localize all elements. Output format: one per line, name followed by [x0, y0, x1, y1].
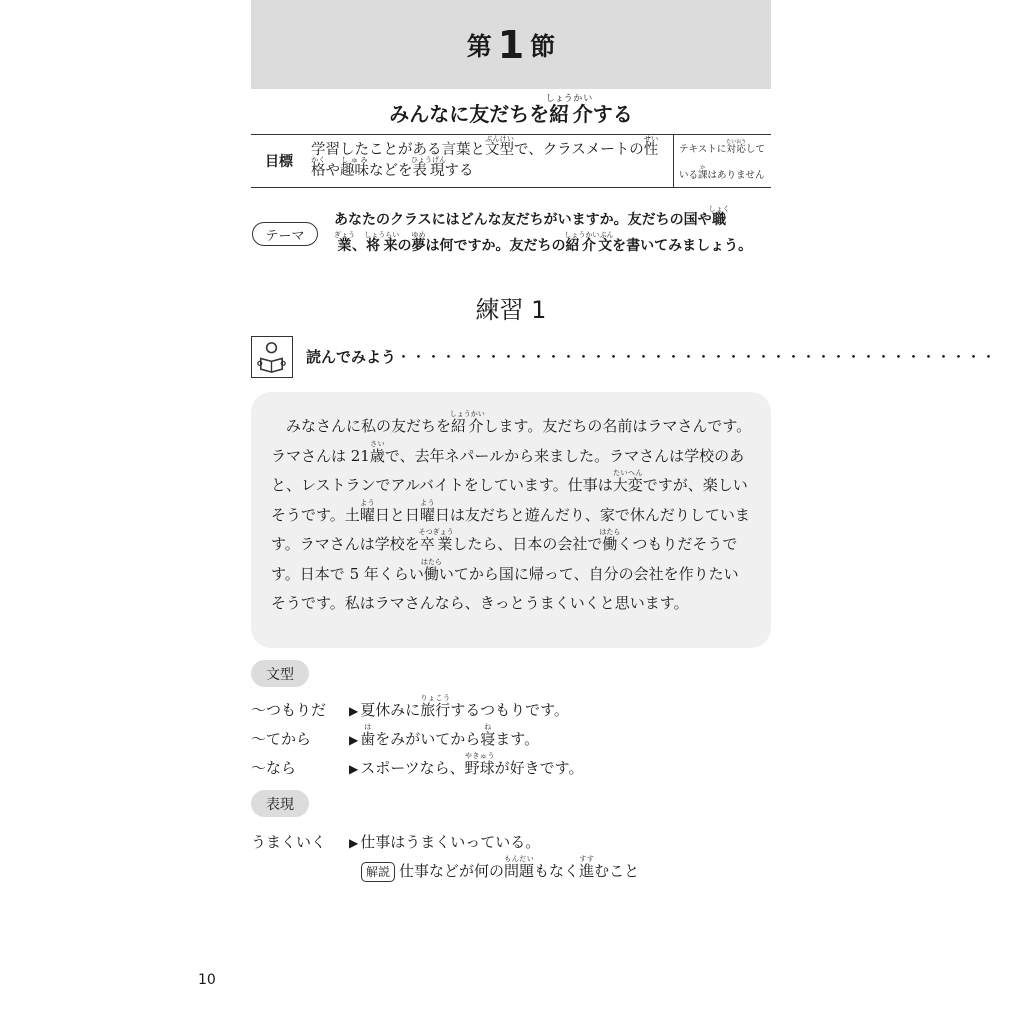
- theme-text: あなたのクラスにはどんな友だちがいますか。友だちの国や職しょく 業ぎょう、将来しょうらいの夢ゆめは何ですか。友だちの紹介文しょうかいぶんを書いてみましょう。: [334, 205, 753, 254]
- title-text-end: する: [592, 102, 633, 126]
- reading-person-icon: [251, 336, 293, 378]
- goal-side-note: テキストに対応たいおうして いる課かはありません: [679, 139, 765, 181]
- chapter-suffix: 節: [530, 31, 556, 61]
- title-ruby-2: 介かい: [572, 94, 593, 126]
- expression-note: 解説 仕事などが何の問題もんだいもなく進すすむこと: [361, 854, 771, 882]
- goal-label: 目標: [265, 154, 293, 170]
- goal-text: 学習したことがある言葉と文型ぶんけいで、クラスメートの性せい 格かくや趣味しゅみなどを表現ひょうげんする: [307, 135, 674, 187]
- pattern-row-tekara: 〜てから ▶ 歯はをみがいてから寝ねます。: [251, 723, 540, 748]
- page-number: 10: [198, 972, 216, 988]
- section-title: [251, 94, 771, 132]
- pattern-row-nara: 〜なら ▶ スポーツなら、野球やきゅうが好きです。: [251, 752, 584, 777]
- reading-passage: みなさんに私の友だちを紹介しょうかいします。友だちの名前はラマさんです。ラマさんは 21歳さいで、去年ネパールから来ました。ラマさんは学校のあと、レストランでアルバイトをしています。仕事は大変たいへんですが、楽しいそうです。土曜よう日と日曜よう日は友だちと遊んだり、家で休んだりしています。ラマさんは学校を卒業そつぎょうしたら、日本の会社で働はたらくつもりだそうです。日本で 5 年くらい働はたらいてから国に帰って、自分の会社を作りたいそうです。私はラマさんなら、きっとうまくいくと思います。: [251, 392, 771, 648]
- theme-badge: テーマ: [252, 222, 318, 246]
- reading-label: 読んでみよう・・・・・・・・・・・・・・・・・・・・・・・・・・・・・・・・・・・・・・・・: [306, 348, 997, 366]
- practice-title: 練習 1: [475, 296, 547, 324]
- title-text: みんなに友だちを: [389, 102, 550, 126]
- bunkei-badge: 文型: [251, 660, 309, 687]
- note-badge: 解説: [361, 862, 395, 882]
- chapter-prefix: 第: [466, 31, 492, 61]
- expression-row: うまくいく ▶ 仕事はうまくいっている。: [251, 833, 541, 851]
- title-ruby-1: 紹しょう: [545, 94, 573, 126]
- chapter-header: [251, 0, 771, 89]
- chapter-number: 1: [497, 22, 525, 67]
- hyougen-badge: 表現: [251, 790, 309, 817]
- leader-dots: ・・・・・・・・・・・・・・・・・・・・・・・・・・・・・・・・・・・・・・・・: [396, 348, 997, 366]
- goal-box: [251, 134, 771, 188]
- pattern-row-tsumorida: 〜つもりだ ▶ 夏休みに旅行りょこうするつもりです。: [251, 694, 569, 719]
